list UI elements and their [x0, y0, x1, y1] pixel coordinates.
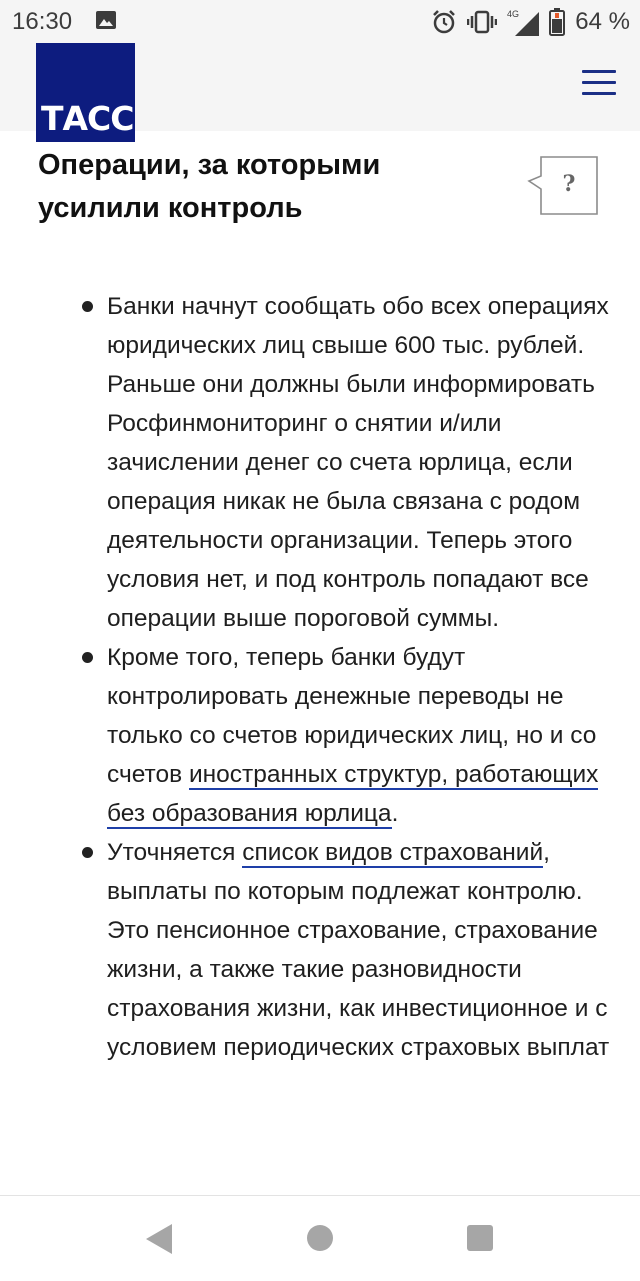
- hamburger-menu-icon[interactable]: [582, 70, 616, 96]
- back-icon[interactable]: [146, 1224, 172, 1254]
- alarm-icon: [431, 9, 457, 35]
- list-item-text: Уточняется: [107, 839, 243, 866]
- system-nav-bar: [0, 1195, 640, 1281]
- logo-text: ТАСС: [41, 99, 134, 138]
- help-label: ?: [562, 171, 576, 197]
- battery-percent: 64 %: [575, 8, 630, 35]
- list-item: [0, 833, 640, 1067]
- vibrate-icon: [467, 9, 497, 35]
- bullet-list: [0, 287, 640, 1067]
- article-body: [0, 287, 640, 1067]
- bullet-icon: [82, 847, 93, 858]
- home-icon[interactable]: [307, 1225, 333, 1251]
- recent-apps-icon[interactable]: [467, 1225, 493, 1251]
- page-title-line1: Операции, за которыми: [38, 149, 381, 181]
- network-type-label: 4G: [507, 9, 520, 19]
- status-icons: [431, 6, 630, 38]
- list-item-text: , выплаты по которым подлежат контролю. Это пенсионное страхование, страхование жизни, а также такие разновидности страхования жизни, как инвестиционное и с условием периодических страховых выплат: [107, 839, 610, 1061]
- gallery-icon: [96, 11, 116, 29]
- signal-icon: [507, 8, 539, 36]
- help-icon[interactable]: [527, 156, 599, 216]
- battery-icon: [549, 8, 565, 36]
- list-item: [0, 287, 640, 638]
- list-item: [0, 638, 640, 833]
- page-title: [38, 144, 478, 230]
- bullet-icon: [82, 301, 93, 312]
- status-time: 16:30: [12, 8, 73, 35]
- bullet-icon: [82, 652, 93, 663]
- insurance-types-link[interactable]: список видов страхований: [242, 839, 544, 866]
- foreign-structures-link[interactable]: иностранных структур, работающих без образования юрлица: [107, 761, 599, 827]
- status-bar: [0, 0, 640, 44]
- list-item-text: .: [391, 800, 399, 827]
- list-item-text: Банки начнут сообщать обо всех операциях юридических лиц свыше 600 тыс. рублей. Раньше они должны были информировать Росфинмониторинг о снятии и/или зачислении денег со счета юрлица, если операция никак не была связана с родом деятельности организации. Теперь этого условия нет, и под контроль попадают все операции выше пороговой суммы.: [107, 293, 609, 632]
- list-item-text: Кроме того, теперь банки будут контролировать денежные переводы не только со счетов юридических лиц, но и со счетов: [107, 644, 597, 788]
- page-title-line2: усилили контроль: [38, 192, 303, 224]
- tass-logo[interactable]: [36, 43, 135, 142]
